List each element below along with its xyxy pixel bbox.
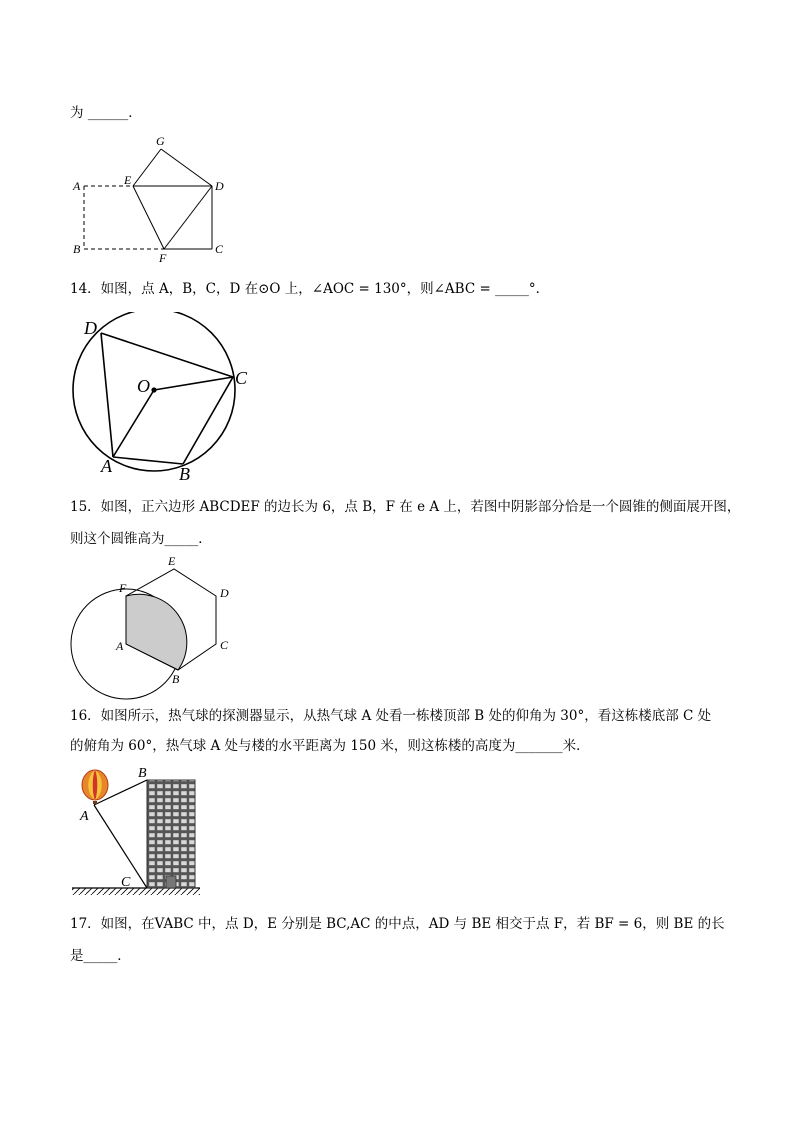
q16-question-line-2: 的俯角为 60°，热气球 A 处与楼的水平距离为 150 米，则这栋楼的高度为_______米． (70, 738, 590, 754)
q15-label-A: A (116, 639, 124, 653)
q15-question-line-2: 则这个圆锥高为_____． (70, 531, 212, 547)
q13-label-C: C (215, 242, 224, 256)
q16-balloon-building-figure (68, 762, 208, 897)
q13-edge-EG (133, 149, 161, 186)
q15-label-C: C (220, 638, 229, 652)
q16-question-line-1: 16．如图所示，热气球的探测器显示，从热气球 A 处看一栋楼顶部 B 处的仰角为 30°，看这栋楼底部 C 处 (70, 708, 712, 724)
q14-center-point (151, 387, 156, 392)
q15-question-line-1: 15．如图，正六边形 ABCDEF 的边长为 6，点 B，F 在 e A 上，若图中阴影部分恰是一个圆锥的侧面展开图， (70, 499, 741, 515)
q16-ground-hatch (72, 888, 200, 895)
q13-edge-EF (133, 186, 164, 249)
q15-label-F: F (119, 581, 127, 595)
q16-building (147, 780, 195, 888)
q14-label-O: O (137, 376, 150, 396)
q13-label-F: F (159, 251, 167, 264)
q13-label-E: E (124, 173, 132, 187)
q16-label-A: A (80, 809, 89, 824)
q15-label-B: B (172, 672, 180, 686)
q14-chord-AB (113, 457, 183, 464)
q14-circle-figure (68, 312, 258, 487)
q13-edge-FD (164, 186, 212, 249)
q14-chord-DA (101, 333, 113, 457)
q13-figure (68, 132, 238, 264)
q14-label-A: A (101, 456, 112, 476)
q14-label-C: C (235, 368, 248, 388)
q13-label-A: A (73, 179, 81, 193)
q14-radius-OA (113, 390, 154, 457)
q13-answer-line: 为 ______． (70, 105, 142, 121)
q15-shaded-sector (126, 594, 187, 670)
q17-question-line-2: 是_____． (70, 948, 131, 964)
q14-label-B: B (179, 464, 190, 484)
q13-label-D: D (215, 179, 224, 193)
q13-label-G: G (156, 134, 165, 148)
q14-label-D: D (84, 318, 97, 338)
q16-balloon-basket (93, 801, 97, 804)
q13-edge-GD (161, 149, 212, 186)
q15-label-E: E (168, 554, 176, 568)
q15-hexagon-figure (68, 552, 248, 702)
q15-label-D: D (220, 586, 229, 600)
q16-label-C: C (121, 875, 131, 890)
q16-building-door (166, 876, 176, 888)
q14-question-text: 14．如图，点 A，B，C，D 在⊙O 上，∠AOC = 130°，则∠ABC = _____°． (70, 281, 550, 297)
q14-radius-OC (154, 377, 233, 390)
q14-chord-DC (101, 333, 233, 377)
q13-label-B: B (73, 242, 81, 256)
q16-label-B: B (138, 766, 147, 781)
q17-question-line-1: 17．如图，在VABC 中，点 D，E 分别是 BC,AC 的中点，AD 与 BE 相交于点 F，若 BF = 6，则 BE 的长 (70, 916, 725, 932)
